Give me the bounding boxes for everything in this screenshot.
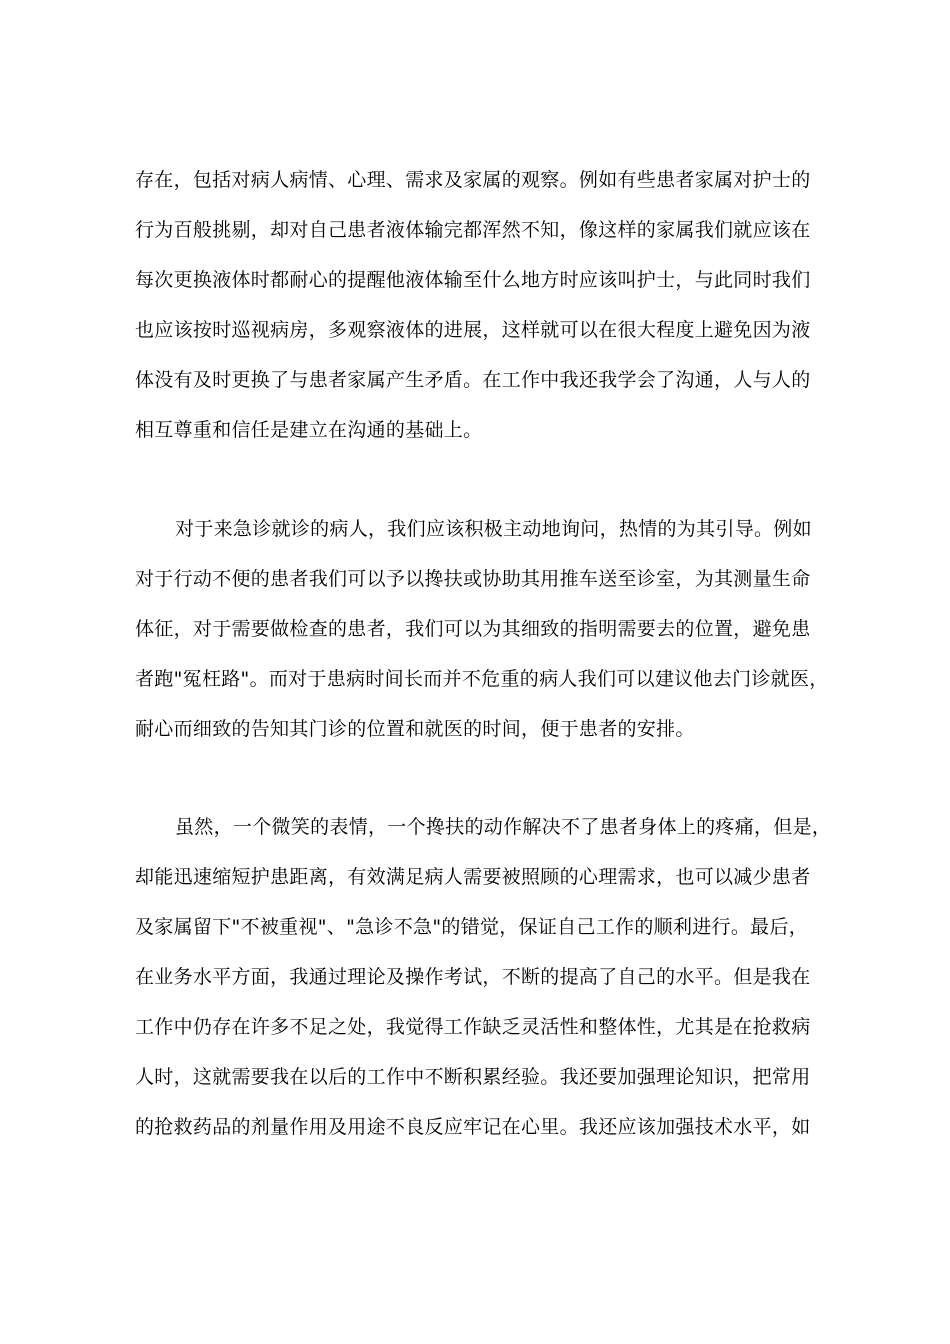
paragraph-2-line-4: 者跑"冤枉路"。而对于患病时间长而并不危重的病人我们可以建议他去门诊就医， xyxy=(135,668,829,690)
paragraph-1-line-2: 行为百般挑剔，却对自己患者液体输完都浑然不知，像这样的家属我们就应该在 xyxy=(135,219,811,241)
paragraph-3-line-4: 在业务水平方面，我通过理论及操作考试，不断的提高了自己的水平。但是我在 xyxy=(135,966,811,988)
paragraph-3-line-1: 虽然，一个微笑的表情，一个搀扶的动作解决不了患者身体上的疼痛，但是， xyxy=(175,816,832,838)
paragraph-3-line-6: 人时，这就需要我在以后的工作中不断积累经验。我还要加强理论知识，把常用 xyxy=(135,1066,811,1088)
paragraph-3-line-2: 却能迅速缩短护患距离，有效满足病人需要被照顾的心理需求，也可以减少患者 xyxy=(135,866,811,888)
paragraph-3-line-3: 及家属留下"不被重视"、"急诊不急"的错觉，保证自己工作的顺利进行。最后， xyxy=(135,916,809,938)
paragraph-1-line-4: 也应该按时巡视病房，多观察液体的进展，这样就可以在很大程度上避免因为液 xyxy=(135,319,811,341)
paragraph-2-line-2: 对于行动不便的患者我们可以予以搀扶或协助其用推车送至诊室，为其测量生命 xyxy=(135,568,811,590)
paragraph-2-line-1: 对于来急诊就诊的病人，我们应该积极主动地询问，热情的为其引导。例如 xyxy=(175,518,812,540)
paragraph-1-line-3: 每次更换液体时都耐心的提醒他液体输至什么地方时应该叫护士，与此同时我们 xyxy=(135,269,811,291)
paragraph-3-line-5: 工作中仍存在许多不足之处，我觉得工作缺乏灵活性和整体性，尤其是在抢救病 xyxy=(135,1016,811,1038)
paragraph-3-line-7: 的抢救药品的剂量作用及用途不良反应牢记在心里。我还应该加强技术水平，如 xyxy=(135,1116,811,1138)
paragraph-1-line-5: 体没有及时更换了与患者家属产生矛盾。在工作中我还我学会了沟通，人与人的 xyxy=(135,369,811,391)
paragraph-2-line-3: 体征，对于需要做检查的患者，我们可以为其细致的指明需要去的位置，避免患 xyxy=(135,618,811,640)
paragraph-2-line-5: 耐心而细致的告知其门诊的位置和就医的时间，便于患者的安排。 xyxy=(135,718,695,740)
paragraph-1-line-1: 存在，包括对病人病情、心理、需求及家属的观察。例如有些患者家属对护士的 xyxy=(135,169,811,191)
paragraph-1-line-6: 相互尊重和信任是建立在沟通的基础上。 xyxy=(135,419,483,441)
